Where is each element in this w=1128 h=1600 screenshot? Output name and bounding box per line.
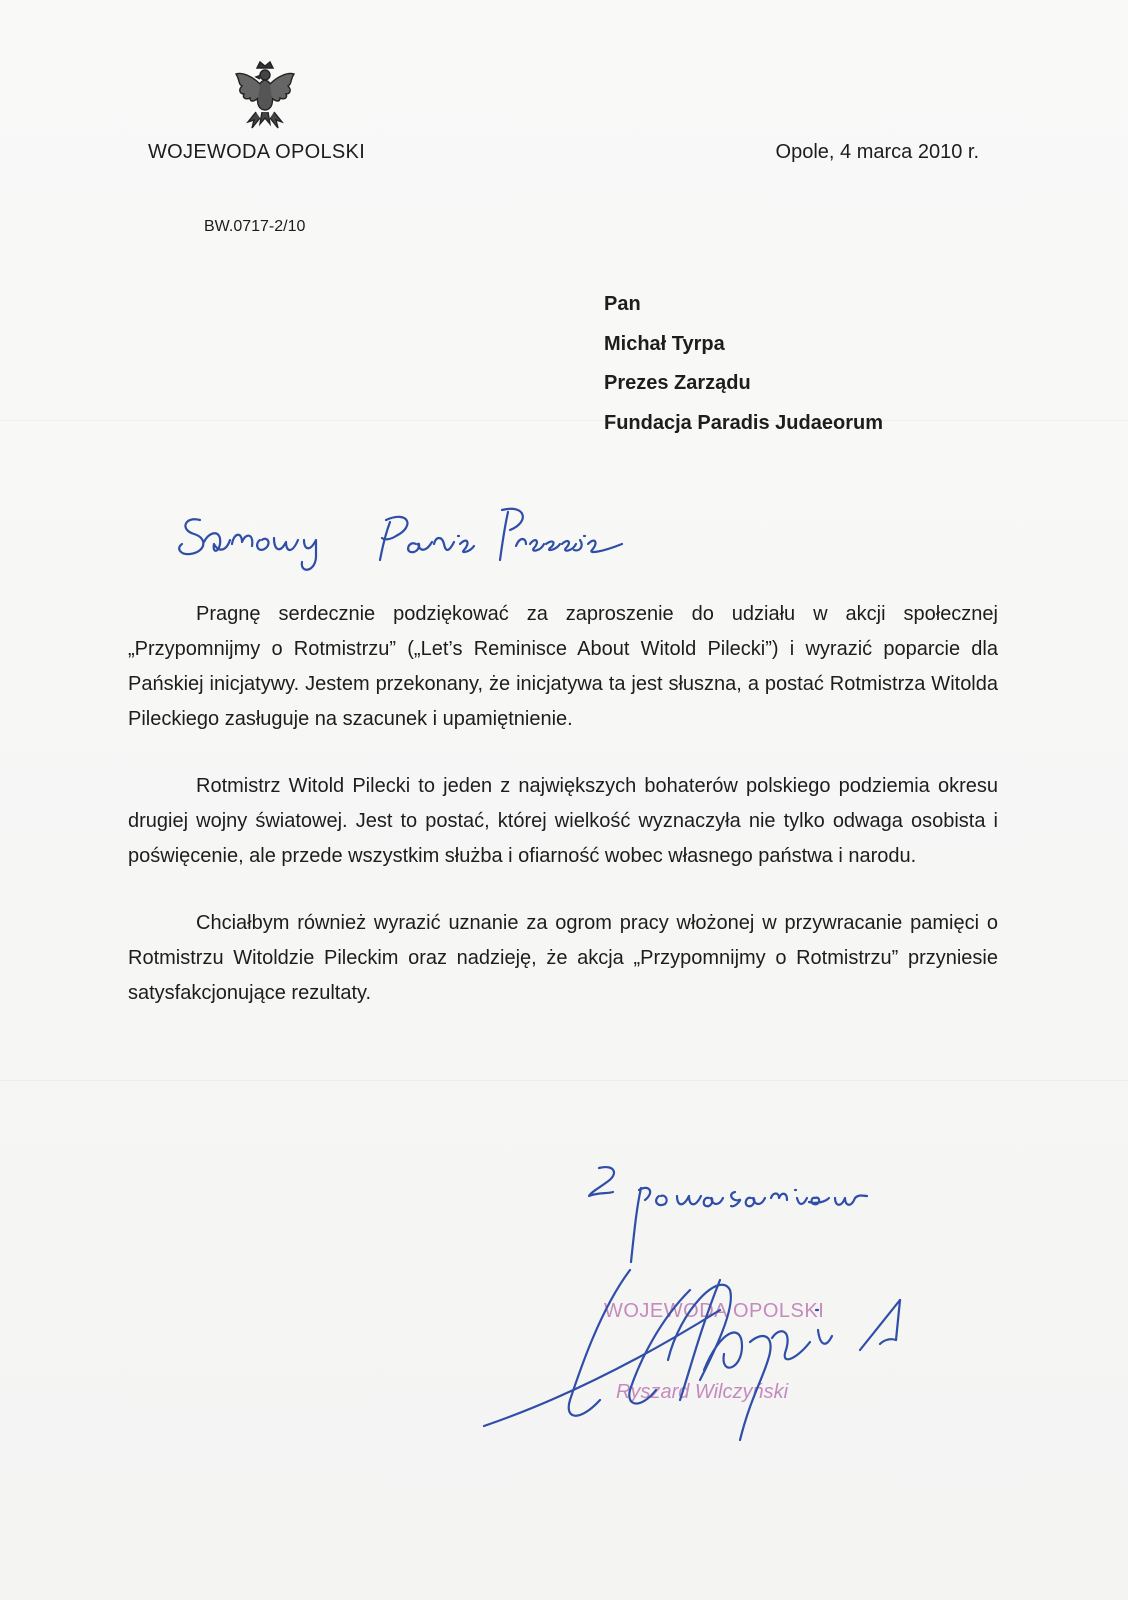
handwritten-signature bbox=[480, 1250, 940, 1450]
letter-date: Opole, 4 marca 2010 r. bbox=[775, 141, 979, 163]
letter-body bbox=[128, 597, 998, 1043]
body-paragraph: Chciałbym również wyrazić uznanie za ogrom pracy włożonej w przywracanie pamięci o Rotmistrzu Witoldzie Pileckim oraz nadzieję, że akcja „Przypomnijmy o Rotmistrzu” przyniesie satysfakcjonujące rezultaty. bbox=[128, 912, 998, 1004]
handwritten-salutation bbox=[170, 500, 660, 590]
body-paragraph: Pragnę serdecznie podziękować za zaproszenie do udziału w akcji społecznej „Przypomnijmy o Rotmistrzu” („Let’s Reminisce About Witold Pilecki”) i wyrazić poparcie dla Pańskiej inicjatywy. Jestem przekonany, że inicjatywa ta jest słuszna, a postać Rotmistrza Witolda Pileckiego zasługuje na szacunek i upamiętnienie. bbox=[128, 603, 998, 730]
recipient-line: Prezes Zarządu bbox=[604, 372, 751, 394]
paper-fold-line bbox=[0, 420, 1128, 421]
recipient-line: Pan bbox=[604, 293, 641, 315]
stamp-office-title: WOJEWODA OPOLSKI bbox=[604, 1300, 825, 1322]
issuing-office-title: WOJEWODA OPOLSKI bbox=[148, 141, 366, 163]
body-paragraph: Rotmistrz Witold Pilecki to jeden z największych bohaterów polskiego podziemia okresu drugiej wojny światowej. Jest to postać, której wielkość wyznaczyła nie tylko odwaga osobista i poświęcenie, ale przede wszystkim służba i ofiarność wobec własnego państwa i narodu. bbox=[128, 775, 998, 867]
paper-fold-line bbox=[0, 1080, 1128, 1081]
recipient-block bbox=[604, 292, 883, 450]
recipient-line: Michał Tyrpa bbox=[604, 332, 725, 355]
polish-white-eagle-icon bbox=[232, 58, 298, 134]
stamp-signatory-name: Ryszard Wilczyński bbox=[616, 1381, 789, 1403]
reference-number: BW.0717-2/10 bbox=[204, 218, 306, 235]
recipient-line: Fundacja Paradis Judaeorum bbox=[604, 411, 883, 434]
